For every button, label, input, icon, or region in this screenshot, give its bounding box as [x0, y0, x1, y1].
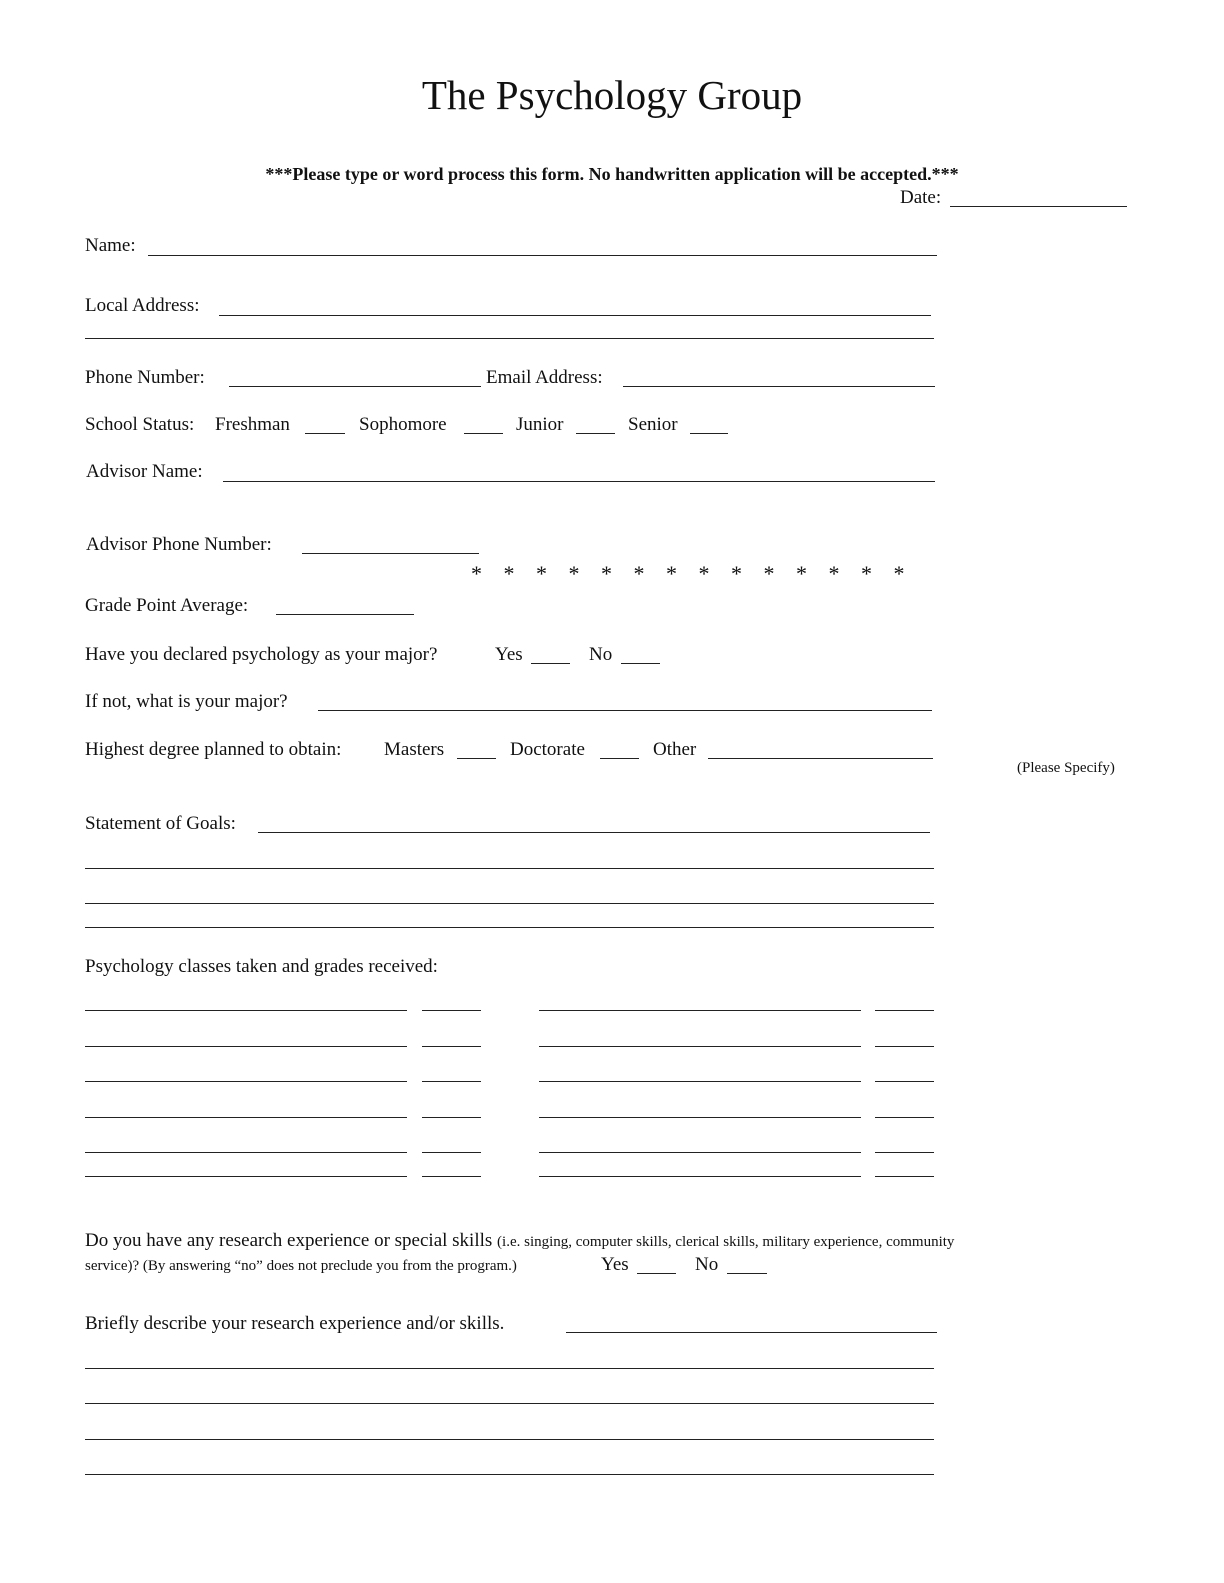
please-specify-note: (Please Specify) — [1017, 760, 1115, 776]
degree-other-label: Other — [653, 739, 697, 760]
advisor-phone-field[interactable] — [302, 553, 479, 554]
other-major-field[interactable] — [318, 710, 932, 711]
status-sophomore-label: Sophomore — [359, 414, 447, 435]
class-grade-field[interactable] — [875, 1152, 934, 1153]
class-grade-field[interactable] — [422, 1046, 481, 1047]
class-name-field[interactable] — [85, 1081, 407, 1082]
class-grade-field[interactable] — [875, 1176, 934, 1177]
class-name-field[interactable] — [539, 1176, 861, 1177]
research-question-examples: (i.e. singing, computer skills, clerical skills, military experience, community — [497, 1234, 955, 1250]
advisor-phone-label: Advisor Phone Number: — [86, 534, 272, 555]
describe-field-line3[interactable] — [85, 1403, 934, 1404]
describe-field-line5[interactable] — [85, 1474, 934, 1475]
class-grade-field[interactable] — [875, 1081, 934, 1082]
class-grade-field[interactable] — [422, 1152, 481, 1153]
class-grade-field[interactable] — [875, 1046, 934, 1047]
goals-field[interactable] — [258, 832, 930, 833]
research-no-field[interactable] — [727, 1273, 767, 1274]
class-grade-field[interactable] — [422, 1117, 481, 1118]
classes-label: Psychology classes taken and grades received: — [85, 956, 438, 977]
local-address-label: Local Address: — [85, 295, 200, 316]
date-field[interactable] — [950, 206, 1127, 207]
declared-yes-label: Yes — [495, 644, 523, 665]
class-name-field[interactable] — [539, 1010, 861, 1011]
typing-notice: ***Please type or word process this form. No handwritten application will be accepted.*** — [265, 164, 959, 184]
declared-no-label: No — [589, 644, 613, 665]
advisor-name-field[interactable] — [223, 481, 935, 482]
class-name-field[interactable] — [85, 1010, 407, 1011]
degree-doctorate-label: Doctorate — [510, 739, 585, 760]
goals-field-line2[interactable] — [85, 868, 934, 869]
degree-masters-label: Masters — [384, 739, 445, 760]
degree-masters-field[interactable] — [457, 758, 496, 759]
section-separator: * * * * * * * * * * * * * * — [471, 561, 913, 586]
phone-field[interactable] — [229, 386, 481, 387]
class-name-field[interactable] — [539, 1081, 861, 1082]
research-yes-label: Yes — [601, 1254, 629, 1275]
class-grade-field[interactable] — [422, 1081, 481, 1082]
name-label: Name: — [85, 235, 136, 256]
gpa-label: Grade Point Average: — [85, 595, 249, 616]
class-grade-field[interactable] — [875, 1010, 934, 1011]
class-name-field[interactable] — [85, 1176, 407, 1177]
class-grade-field[interactable] — [422, 1010, 481, 1011]
class-name-field[interactable] — [539, 1117, 861, 1118]
degree-other-field[interactable] — [708, 758, 933, 759]
local-address-field[interactable] — [219, 315, 931, 316]
declared-major-question: Have you declared psychology as your major? — [85, 644, 438, 665]
describe-label: Briefly describe your research experience and/or skills. — [85, 1313, 505, 1334]
status-junior-field[interactable] — [576, 433, 615, 434]
class-name-field[interactable] — [85, 1117, 407, 1118]
status-freshman-label: Freshman — [215, 414, 290, 435]
advisor-name-label: Advisor Name: — [86, 461, 203, 482]
name-field[interactable] — [148, 255, 937, 256]
goals-label: Statement of Goals: — [85, 813, 236, 834]
degree-label: Highest degree planned to obtain: — [85, 739, 342, 760]
goals-field-line3[interactable] — [85, 903, 934, 904]
goals-field-line4[interactable] — [85, 927, 934, 928]
school-status-label: School Status: — [85, 414, 195, 435]
degree-doctorate-field[interactable] — [600, 758, 639, 759]
research-question-cont: service)? (By answering “no” does not preclude you from the program.) — [85, 1258, 517, 1274]
class-grade-field[interactable] — [422, 1176, 481, 1177]
status-junior-label: Junior — [516, 414, 564, 435]
local-address-field-line2[interactable] — [85, 338, 934, 339]
declared-no-field[interactable] — [621, 663, 660, 664]
research-no-label: No — [695, 1254, 719, 1275]
status-senior-field[interactable] — [690, 433, 728, 434]
declared-yes-field[interactable] — [531, 663, 570, 664]
form-title: The Psychology Group — [421, 72, 803, 118]
status-freshman-field[interactable] — [305, 433, 345, 434]
class-name-field[interactable] — [85, 1046, 407, 1047]
email-field[interactable] — [623, 386, 935, 387]
research-question — [85, 1229, 954, 1253]
class-grade-field[interactable] — [875, 1117, 934, 1118]
phone-label: Phone Number: — [85, 367, 205, 388]
gpa-field[interactable] — [276, 614, 414, 615]
date-label: Date: — [900, 187, 942, 208]
status-sophomore-field[interactable] — [464, 433, 503, 434]
describe-field[interactable] — [566, 1332, 937, 1333]
status-senior-label: Senior — [628, 414, 678, 435]
research-question-main: Do you have any research experience or special skills — [85, 1230, 493, 1251]
describe-field-line2[interactable] — [85, 1368, 934, 1369]
describe-field-line4[interactable] — [85, 1439, 934, 1440]
class-name-field[interactable] — [539, 1152, 861, 1153]
research-yes-field[interactable] — [637, 1273, 676, 1274]
email-label: Email Address: — [486, 367, 603, 388]
class-name-field[interactable] — [539, 1046, 861, 1047]
other-major-question: If not, what is your major? — [85, 691, 288, 712]
class-name-field[interactable] — [85, 1152, 407, 1153]
